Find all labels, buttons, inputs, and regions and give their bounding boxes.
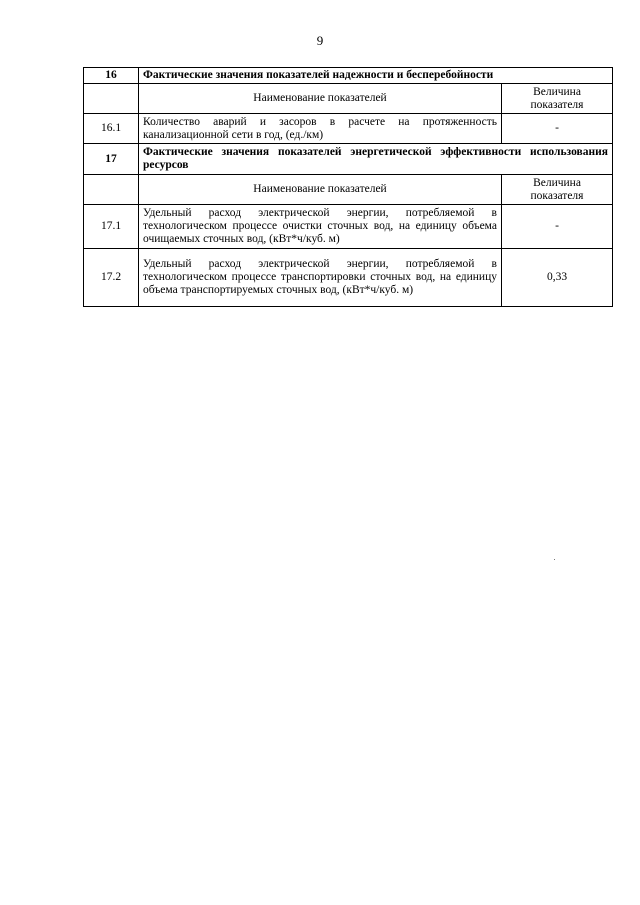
section-number: 16 [84,68,139,84]
row-value: 0,33 [502,249,613,307]
header-name: Наименование показателей [139,84,502,114]
indicators-table [83,67,613,307]
header-value: Величина показателя [502,175,613,205]
header-name: Наименование показателей [139,175,502,205]
section-number: 17 [84,144,139,175]
row-name: Удельный расход электрической энергии, потребляемой в технологическом процессе транспортировки сточных вод, на единицу объема транспортируемых сточных вод, (кВт*ч/куб. м) [139,249,502,307]
row-value: - [502,114,613,144]
table-header-row [84,84,613,114]
row-number: 17.2 [84,249,139,307]
section-row-16 [84,68,613,84]
row-name: Количество аварий и засоров в расчете на протяженность канализационной сети в год, (ед./км) [139,114,502,144]
section-title: Фактические значения показателей надежности и бесперебойности [139,68,613,84]
scan-speck [554,559,555,560]
table-row [84,114,613,144]
table-header-row [84,175,613,205]
row-number: 16.1 [84,114,139,144]
page-number: 9 [316,33,324,48]
section-row-17 [84,144,613,175]
header-number-cell [84,175,139,205]
table-row [84,205,613,249]
table-row [84,249,613,307]
section-title: Фактические значения показателей энергетической эффективности использования ресурсов [139,144,613,175]
row-value: - [502,205,613,249]
row-number: 17.1 [84,205,139,249]
header-number-cell [84,84,139,114]
row-name: Удельный расход электрической энергии, потребляемой в технологическом процессе очистки сточных вод, на единицу объема очищаемых сточных вод, (кВт*ч/куб. м) [139,205,502,249]
header-value: Величина показателя [502,84,613,114]
